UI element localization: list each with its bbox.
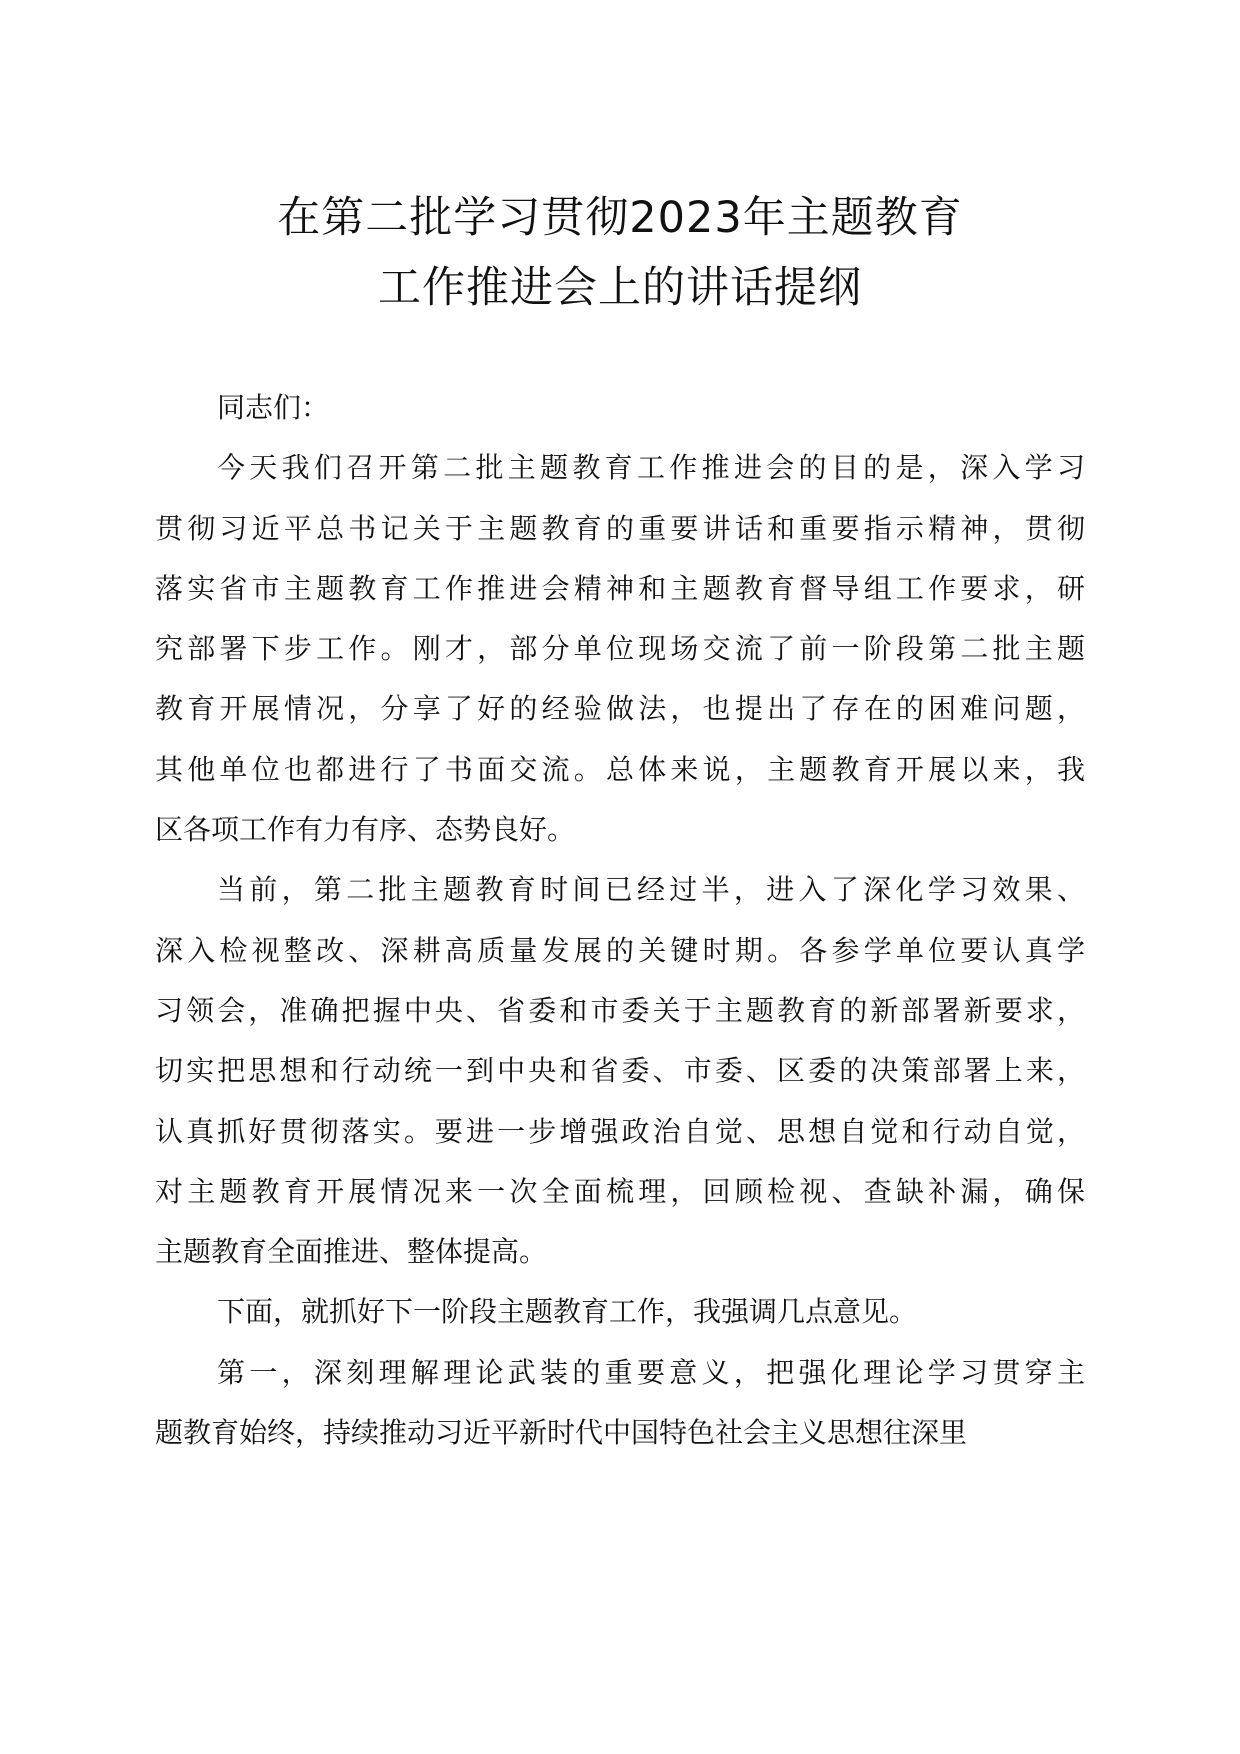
- paragraph-line: 习领会，准确把握中央、省委和市委关于主题教育的新部署新要求，: [155, 993, 1085, 1027]
- paragraph-line: 主题教育全面推进、整体提高。: [155, 1235, 548, 1269]
- paragraph-line: 认真抓好贯彻落实。要进一步增强政治自觉、思想自觉和行动自觉，: [155, 1114, 1085, 1148]
- paragraph-line: 贯彻习近平总书记关于主题教育的重要讲话和重要指示精神，贯彻: [155, 511, 1085, 545]
- paragraph-line: 题教育始终，持续推动习近平新时代中国特色社会主义思想往深里: [155, 1416, 968, 1450]
- paragraph-line: 教育开展情况，分享了好的经验做法，也提出了存在的困难问题，: [155, 692, 1085, 726]
- paragraph-line: 当前，第二批主题教育时间已经过半，进入了深化学习效果、: [217, 873, 1085, 907]
- paragraph-line: 区各项工作有力有序、态势良好。: [155, 813, 576, 847]
- title-line-1: 在第二批学习贯彻2023年主题教育: [277, 193, 963, 243]
- paragraph-line: 切实把思想和行动统一到中央和省委、市委、区委的决策部署上来，: [155, 1054, 1085, 1088]
- paragraph-line: 第一，深刻理解理论武装的重要意义，把强化理论学习贯穿主: [217, 1355, 1085, 1389]
- paragraph-line: 今天我们召开第二批主题教育工作推进会的目的是，深入学习: [217, 451, 1085, 485]
- paragraph-line: 落实省市主题教育工作推进会精神和主题教育督导组工作要求，研: [155, 571, 1085, 605]
- paragraph-line: 其他单位也都进行了书面交流。总体来说，主题教育开展以来，我: [155, 752, 1085, 786]
- paragraph-line: 对主题教育开展情况来一次全面梳理，回顾检视、查缺补漏，确保: [155, 1174, 1085, 1208]
- paragraph-line: 深入检视整改、深耕高质量发展的关键时期。各参学单位要认真学: [155, 933, 1085, 967]
- paragraph-line: 究部署下步工作。刚才，部分单位现场交流了前一阶段第二批主题: [155, 632, 1085, 666]
- paragraph-line: 下面，就抓好下一阶段主题教育工作，我强调几点意见。: [217, 1295, 918, 1329]
- salutation: 同志们：: [217, 391, 330, 424]
- title-line-2: 工作推进会上的讲话提纲: [378, 263, 862, 313]
- document-body: [155, 378, 1085, 1463]
